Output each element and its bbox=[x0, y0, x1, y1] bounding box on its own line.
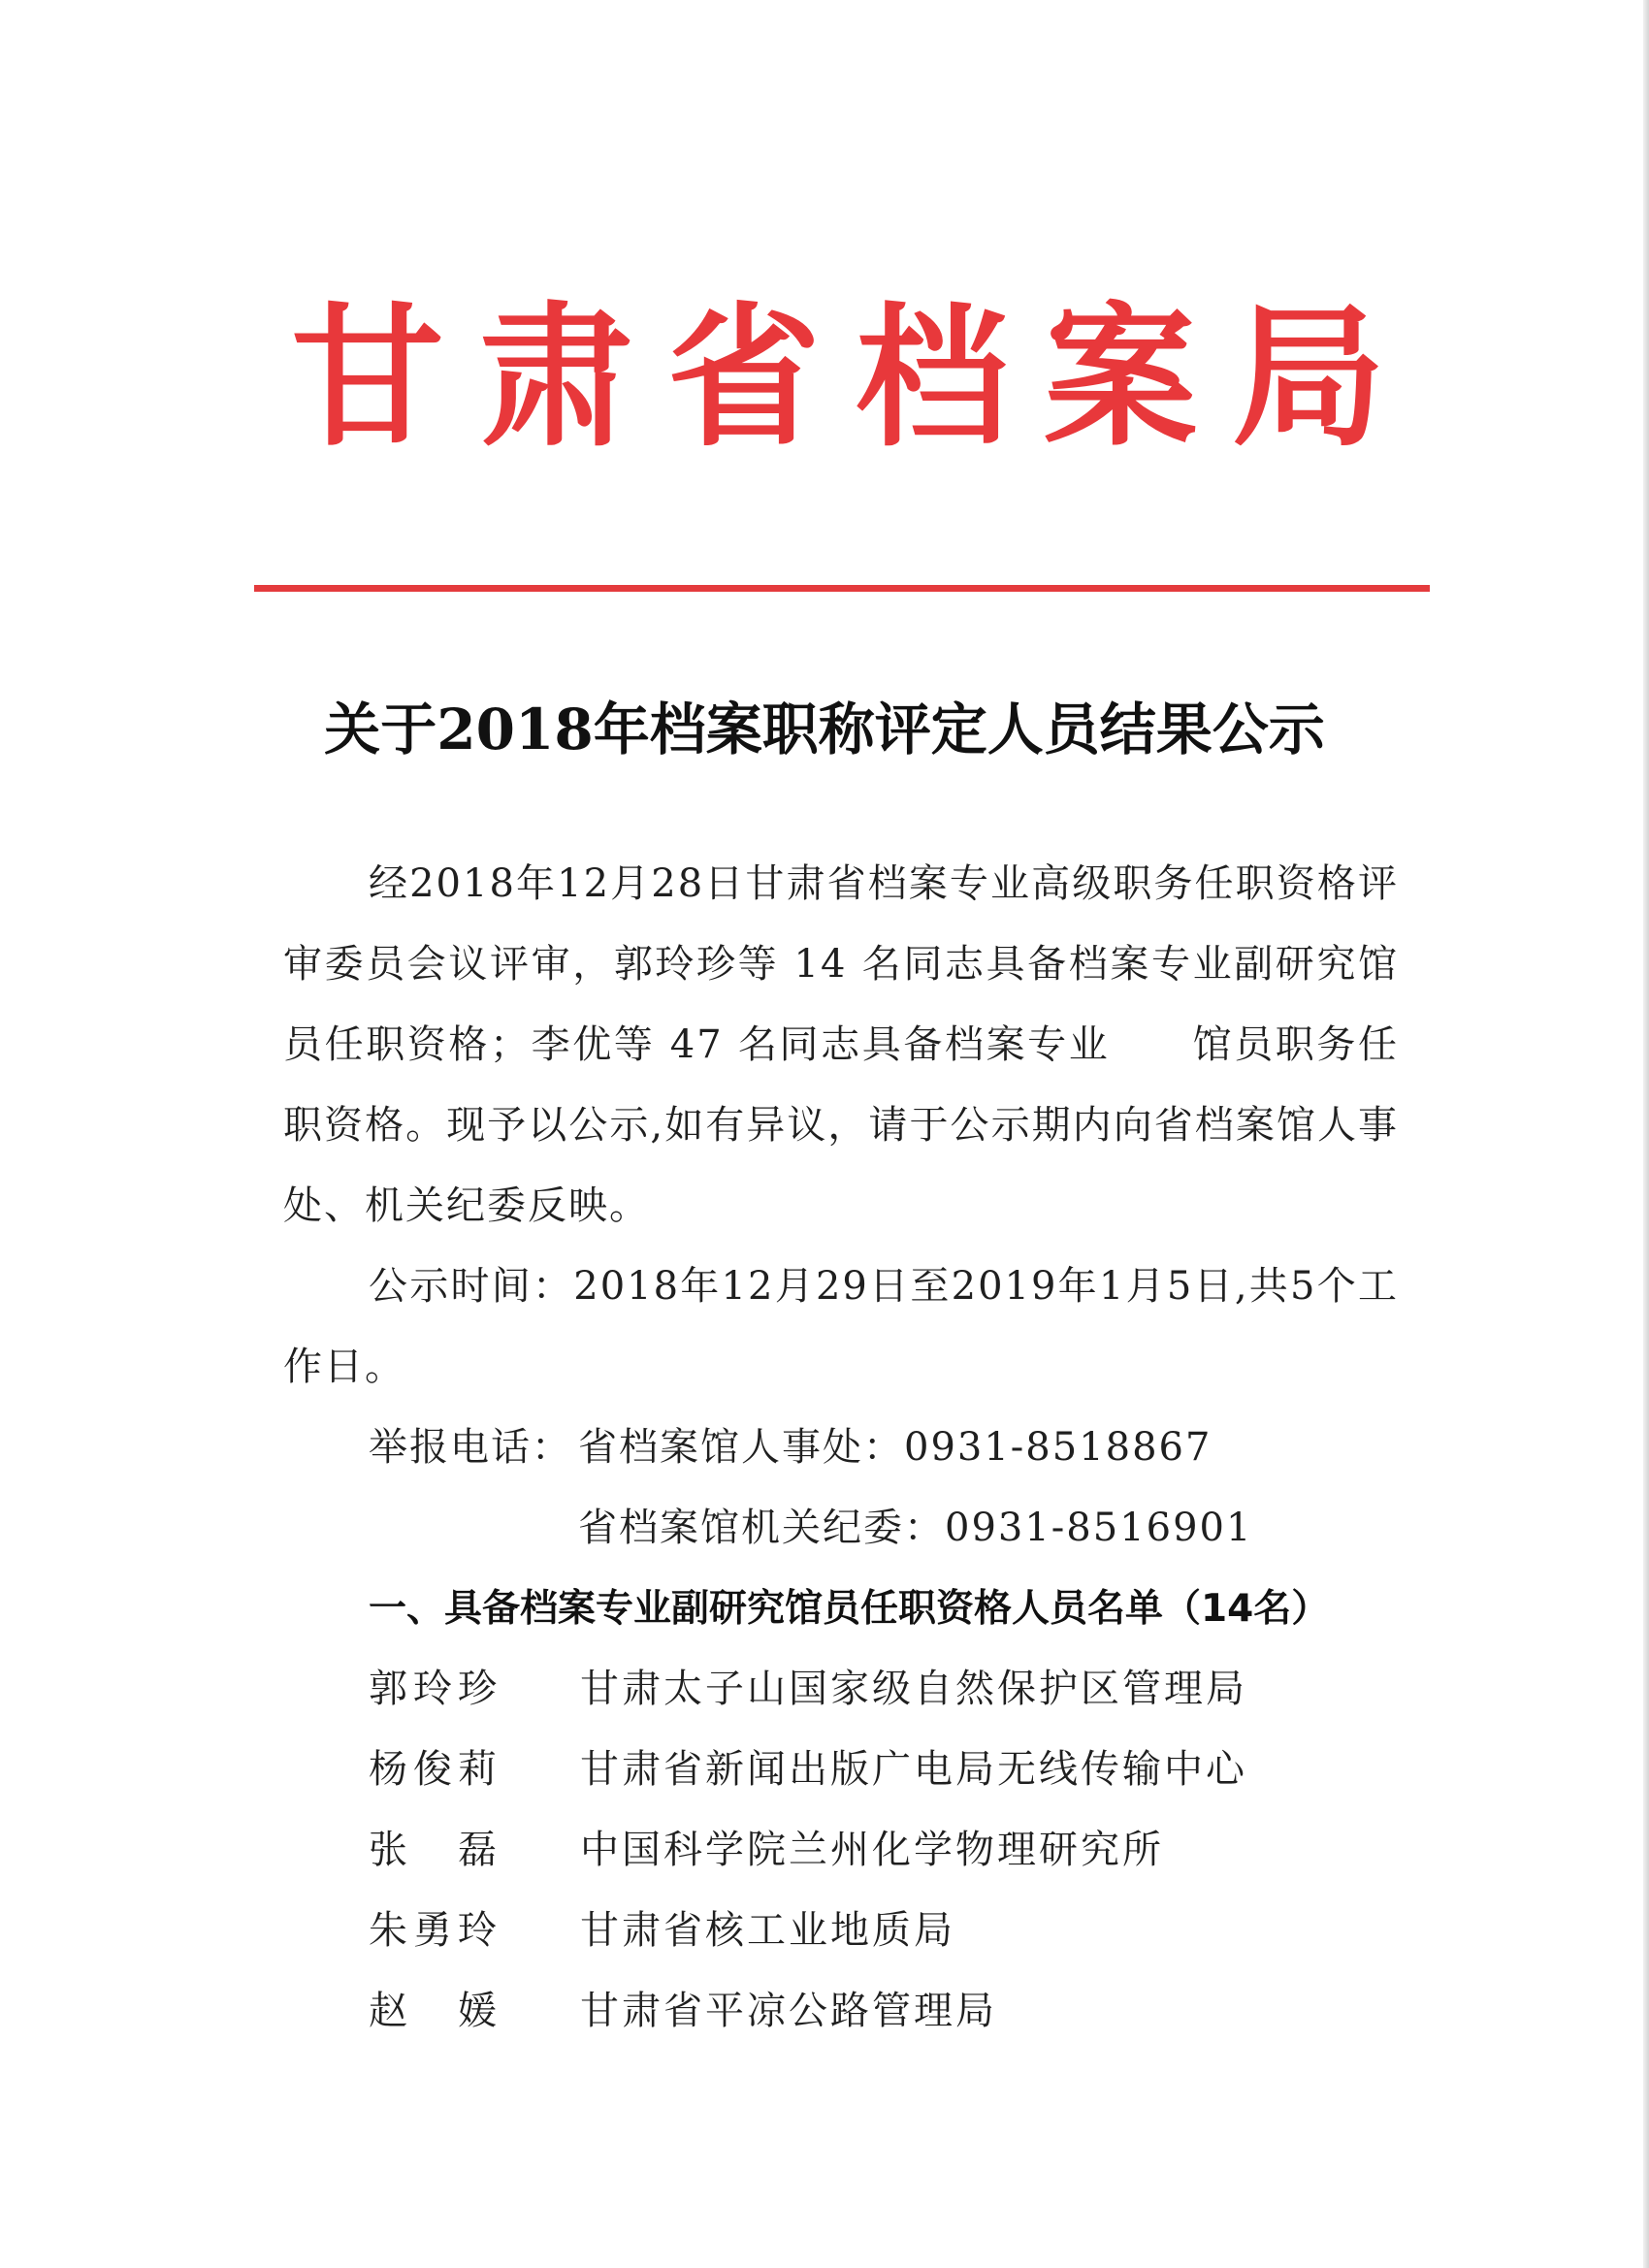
person-name: 张 磊 bbox=[369, 1828, 502, 1872]
report-phone-row bbox=[369, 1408, 1212, 1488]
report-phone-discipline: 省档案馆机关纪委：0931-8516901 bbox=[578, 1506, 1253, 1550]
document-title: 关于2018年档案职称评定人员结果公示 bbox=[324, 697, 1325, 762]
list-item bbox=[369, 1971, 1247, 2052]
announcement-paragraph: 经2018年12月28日甘肃省档案专业高级职务任职资格评审委员会议评审，郭玲珍等 14 名同志具备档案专业副研究馆员任职资格；李优等 47 名同志具备档案专业 馆员职务任职资格。现予以公示,如有异议，请于公示期内向省档案馆人事处、机关纪委反映。 bbox=[283, 861, 1399, 1228]
person-organization: 中国科学院兰州化学物理研究所 bbox=[580, 1828, 1164, 1872]
report-phone-row bbox=[578, 1488, 1252, 1569]
list-item bbox=[369, 1649, 1247, 1730]
list-item bbox=[369, 1810, 1247, 1891]
person-organization: 甘肃省平凉公路管理局 bbox=[580, 1989, 997, 2033]
report-phone-personnel: 省档案馆人事处：0931-8518867 bbox=[578, 1425, 1212, 1470]
person-name: 赵 媛 bbox=[369, 1989, 502, 2033]
person-organization: 甘肃太子山国家级自然保护区管理局 bbox=[580, 1667, 1247, 1711]
publicity-period-paragraph: 公示时间：2018年12月29日至2019年1月5日,共5个工作日。 bbox=[283, 1264, 1399, 1389]
person-organization: 甘肃省新闻出版广电局无线传输中心 bbox=[580, 1747, 1247, 1792]
list-item bbox=[369, 1730, 1247, 1810]
qualified-person-list bbox=[369, 1649, 1247, 2052]
report-phone-label: 举报电话： bbox=[369, 1425, 572, 1470]
section-heading: 一、具备档案专业副研究馆员任职资格人员名单（14名） bbox=[369, 1587, 1330, 1631]
person-name: 朱勇玲 bbox=[369, 1908, 502, 1953]
person-name: 郭玲珍 bbox=[369, 1667, 502, 1711]
letterhead-org-name: 甘肃省档案局 bbox=[291, 289, 1420, 468]
person-name: 杨俊莉 bbox=[369, 1747, 502, 1792]
letterhead-red-rule bbox=[254, 585, 1430, 592]
person-organization: 甘肃省核工业地质局 bbox=[580, 1908, 955, 1953]
list-item bbox=[369, 1891, 1247, 1971]
scan-edge bbox=[1643, 0, 1649, 2268]
